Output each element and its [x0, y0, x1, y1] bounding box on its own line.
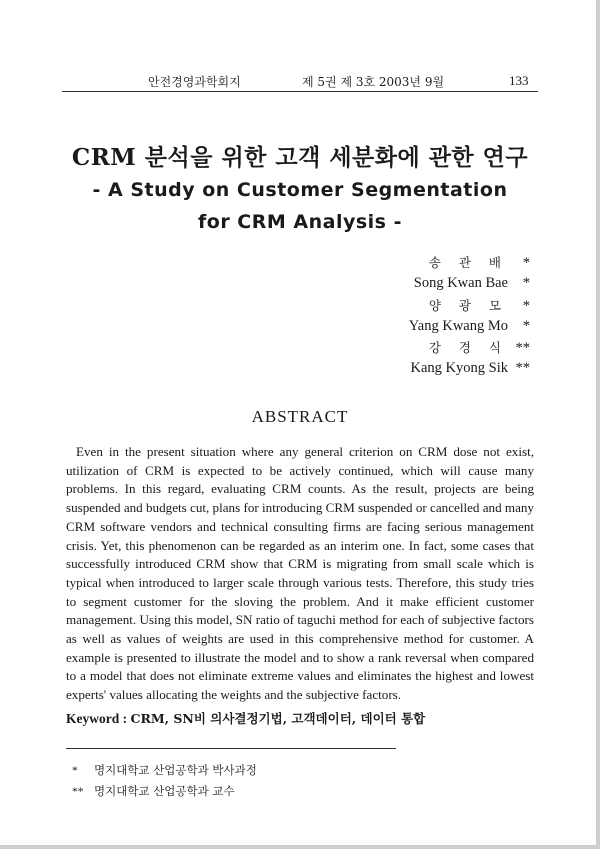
author-line: [409, 337, 530, 358]
title-english-line2: for CRM Analysis -: [198, 211, 402, 233]
author-line: [409, 273, 530, 294]
footnote: [72, 760, 257, 781]
keyword-terms: CRM, SN비 의사결정기법, 고객데이터, 데이터 통합: [130, 711, 426, 726]
author-line: [409, 316, 530, 337]
author-name: 송 관 배: [428, 255, 508, 270]
author-name: 강 경 식: [428, 340, 508, 356]
affiliation-mark: **: [515, 360, 530, 377]
footnote: [72, 781, 257, 802]
footnote-rule: [66, 748, 396, 749]
author-list: [409, 252, 530, 380]
author-line: [409, 358, 530, 379]
issue-info: 제 5권 제 3호 2003년 9월: [302, 75, 445, 89]
page-number: 133: [509, 73, 529, 88]
footnote-mark: *: [72, 765, 78, 777]
author-name: 양 광 모: [428, 297, 508, 313]
header-rule: [62, 91, 538, 92]
abstract-body: [66, 443, 534, 705]
abstract-text: Even in the present situation where any general criterion on CRM dose not exist, utilization of CRM is expected to be actively continued, which will cause many problems. In this regard, evaluating CRM counts. As the result, projects are being suspended and budgets cut, plans for introducing CRM suspended or cancelled and many CRM software vendors and technical consulting firms are facing serious management crisis. Yet, this phenomenon can be regarded as an interim one. In fact, some cases that successfully introduced CRM show that CRM is migrating from small scale which is typical when introduced to larger scale through various tests. Therefore, this study tries to segment customer for the sloving the problem. And it make efficient customer management. Using this model, SN ratio of taguchi method for each of subjective factors as well as values of weights are used in this comprehensive method for customer. A example is presented to illustrate the model and to show a rank reversal when compared to a model that does not eliminate extreme values and eliminates the highest and lowest experts' values allocating the weights and the subjective factors.: [66, 444, 534, 703]
affiliation-mark: *: [522, 297, 530, 314]
author-name: Kang Kyong Sik: [410, 360, 508, 377]
running-head: [0, 73, 600, 93]
footnotes: [72, 760, 257, 802]
title-block: [0, 143, 600, 237]
title-english-line1: - A Study on Customer Segmentation: [92, 179, 508, 201]
keyword-line: [66, 709, 536, 727]
author-line: [409, 252, 530, 273]
abstract-heading: ABSTRACT: [251, 407, 349, 426]
author-name: Song Kwan Bae: [413, 275, 508, 292]
title-korean: CRM 분석을 위한 고객 세분화에 관한 연구: [71, 144, 529, 171]
affiliation-mark: *: [522, 275, 530, 292]
footnote-text: 명지대학교 산업공학과 박사과정: [94, 763, 257, 777]
affiliation-mark: **: [515, 340, 530, 357]
author-line: [409, 295, 530, 316]
author-name: Yang Kwang Mo: [408, 317, 508, 334]
footnote-mark: **: [72, 786, 84, 798]
footnote-text: 명지대학교 산업공학과 교수: [94, 784, 235, 798]
journal-name: 안전경영과학회지: [148, 75, 241, 89]
affiliation-mark: *: [522, 255, 530, 271]
keyword-label: Keyword :: [66, 711, 131, 726]
affiliation-mark: *: [522, 317, 530, 334]
